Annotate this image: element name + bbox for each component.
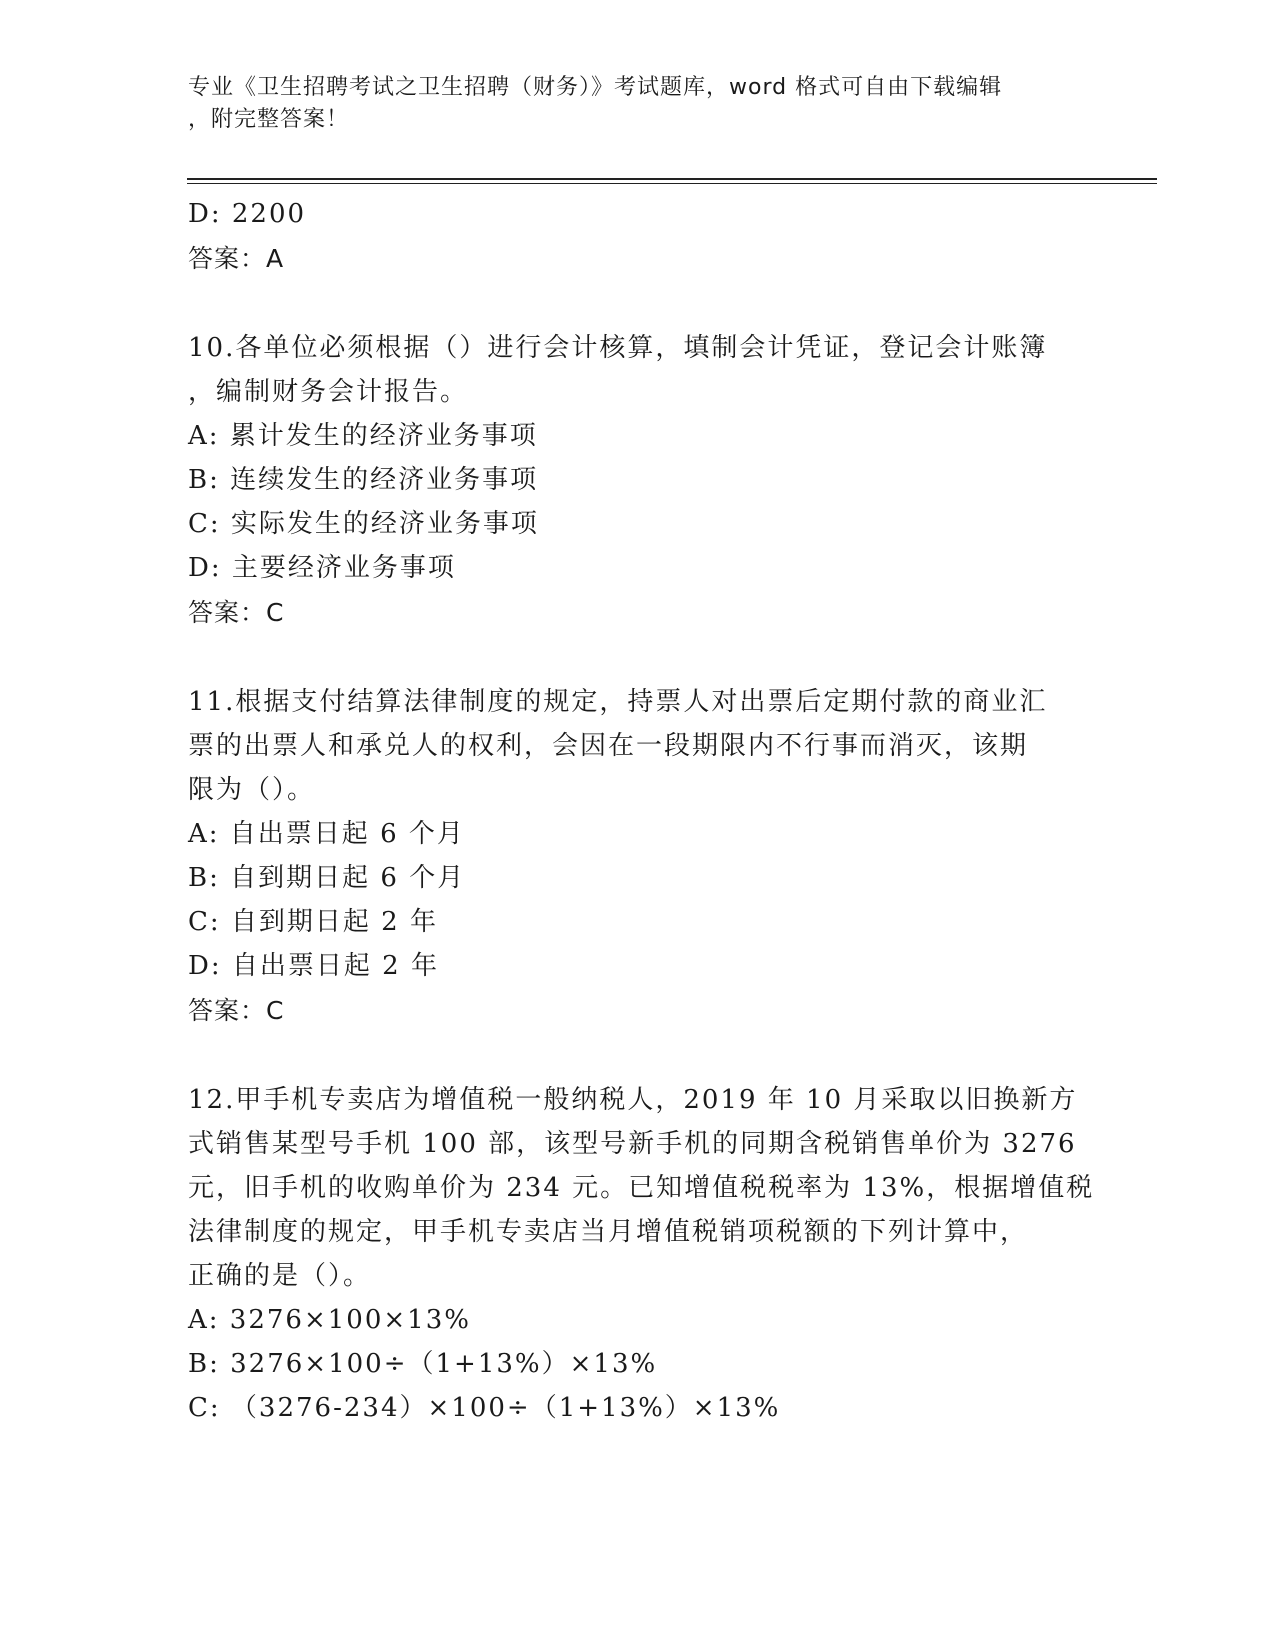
document-header: [188, 72, 1068, 136]
header-divider-top: [187, 178, 1157, 180]
header-divider-bottom: [187, 183, 1157, 184]
answer: 答案：C: [188, 598, 285, 627]
option-b: B: 连续发生的经济业务事项: [188, 465, 539, 495]
option-b: B: 自到期日起 6 个月: [188, 863, 466, 893]
question-text-line: 票的出票人和承兑人的权利，会因在一段期限内不行事而消灭，该期: [188, 731, 1029, 761]
option-d: D: 2200: [188, 199, 307, 229]
question-text-line: 11.根据支付结算法律制度的规定，持票人对出票后定期付款的商业汇: [188, 687, 1048, 717]
option-c: C: （3276-234）×100÷（1+13%）×13%: [188, 1393, 781, 1423]
option-a: A: 自出票日起 6 个月: [188, 819, 465, 849]
question-text: [188, 326, 1088, 414]
question-text-line: 式销售某型号手机 100 部，该型号新手机的同期含税销售单价为 3276: [188, 1129, 1077, 1159]
question-content: [188, 192, 1095, 1430]
question-10: [188, 326, 1088, 636]
question-11: [188, 680, 1088, 1034]
question-text-line: 12.甲手机专卖店为增值税一般纳税人，2019 年 10 月采取以旧换新方: [188, 1085, 1078, 1115]
header-line-1: 专业《卫生招聘考试之卫生招聘（财务）》考试题库，word 格式可自由下载编辑: [188, 75, 1003, 100]
answer: 答案：C: [188, 996, 285, 1025]
question-text-line: ，编制财务会计报告。: [188, 377, 469, 407]
question-text-line: 限为（）。: [188, 775, 316, 805]
question-text-line: 10.各单位必须根据（）进行会计核算，填制会计凭证，登记会计账簿: [188, 333, 1048, 363]
option-c: C: 实际发生的经济业务事项: [188, 509, 539, 539]
option-b: B: 3276×100÷（1+13%）×13%: [188, 1349, 658, 1379]
option-a: A: 3276×100×13%: [188, 1305, 471, 1335]
question-text-line: 法律制度的规定，甲手机专卖店当月增值税销项税额的下列计算中，: [188, 1217, 1029, 1247]
option-d: D: 主要经济业务事项: [188, 553, 456, 583]
question-text-line: 正确的是（）。: [188, 1261, 372, 1291]
header-line-2: ，附完整答案！: [188, 107, 350, 132]
question-12: [188, 1078, 1095, 1430]
question-9-tail: [188, 192, 1088, 282]
option-c: C: 自到期日起 2 年: [188, 907, 438, 937]
question-text: [188, 1078, 1095, 1298]
option-d: D: 自出票日起 2 年: [188, 951, 439, 981]
question-text-line: 元，旧手机的收购单价为 234 元。已知增值税税率为 13%，根据增值税: [188, 1173, 1095, 1203]
question-text: [188, 680, 1088, 812]
option-a: A: 累计发生的经济业务事项: [188, 421, 538, 451]
answer: 答案：A: [188, 244, 285, 273]
